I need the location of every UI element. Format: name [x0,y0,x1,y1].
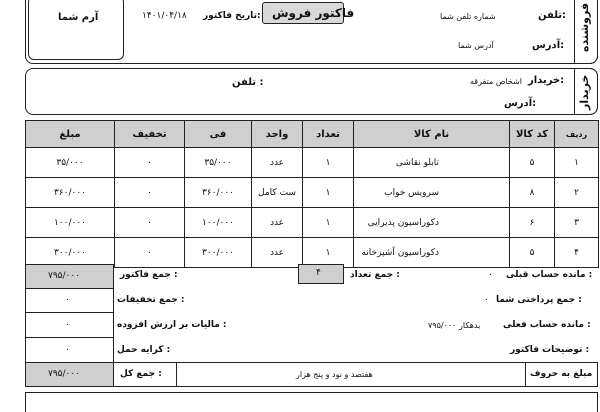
current-balance-label: مانده حساب فعلی : [503,320,591,330]
cell-name: دکوراسیون آشپزخانه [354,238,510,268]
cell-discount: ۰ [115,238,185,268]
cell-amount: ۱۰۰/۰۰۰ [26,208,115,238]
cell-name: سرویس خواب [354,178,510,208]
cell-name: دکوراسیون پذیرایی [354,208,510,238]
cell-unit: ست کامل [252,178,303,208]
cell-price: ۱۰۰/۰۰۰ [185,208,252,238]
col-code: کد کالا [510,121,555,148]
col-name: نام کالا [354,121,510,148]
cell-code: ۵ [510,238,555,268]
col-price: فی [185,121,252,148]
buyer-side-label: خریدار [578,74,591,110]
logo-text: آرم شما [58,12,99,23]
shipping-value: ۰ [65,345,70,355]
cell-name: تابلو نقاشی [354,148,510,178]
paid-label: جمع پرداختی شما : [496,295,582,305]
table-row [26,208,599,238]
seller-phone-label: تلفن: [538,10,567,21]
cell-qty: ۱ [303,208,354,238]
total-qty-value-box [298,264,344,284]
doc-title: فاکتور فروش [272,6,355,20]
table-row [26,238,599,268]
total-qty-label: جمع تعداد : [350,270,400,280]
cell-discount: ۰ [115,178,185,208]
invoice-date-label: تاریخ فاکتور: [203,11,261,21]
table-header-row [26,121,599,148]
discounts-value: ۰ [65,295,70,305]
col-discount: تخفیف [115,121,185,148]
buyer-label: خریدار: [528,75,565,86]
table-row [26,178,599,208]
seller-address-label: آدرس: [532,40,565,51]
total-qty-value: ۴ [316,268,321,278]
vat-value: ۰ [65,320,70,330]
logo-box [28,0,124,60]
words-value: هفتصد و نود و پنج هزار [296,370,373,379]
items-table [25,120,599,268]
cell-code: ۶ [510,208,555,238]
cell-unit: عدد [252,208,303,238]
cell-qty: ۱ [303,178,354,208]
col-amount: مبلغ [26,121,115,148]
discounts-label: جمع تخفیفات : [117,295,185,305]
seller-side-label: فروشنده [578,2,591,52]
cell-price: ۳۵/۰۰۰ [185,148,252,178]
buyer-address-label: آدرس: [504,98,537,109]
cell-row: ۳ [555,208,599,238]
cell-unit: عدد [252,238,303,268]
seller-address-value: آدرس شما [458,41,494,50]
cell-qty: ۱ [303,148,354,178]
cell-amount: ۳۵/۰۰۰ [26,148,115,178]
vat-label: مالیات بر ارزش افزوده : [117,320,227,330]
buyer-value: اشخاص متفرقه [470,77,523,86]
invoice-total-value: ۷۹۵/۰۰۰ [48,271,81,281]
prev-balance-label: مانده حساب قبلی : [506,270,593,280]
grand-total-label: جمع کل : [120,369,162,379]
cell-qty: ۱ [303,238,354,268]
col-row: ردیف [555,121,599,148]
cell-row: ۴ [555,238,599,268]
table-row [26,148,599,178]
cell-discount: ۰ [115,208,185,238]
seller-phone-value: شماره تلفن شما [440,12,496,21]
shipping-label: کرایه حمل : [117,345,171,355]
cell-price: ۳۶۰/۰۰۰ [185,178,252,208]
cell-amount: ۳۰۰/۰۰۰ [26,238,115,268]
col-qty: تعداد [303,121,354,148]
cell-code: ۸ [510,178,555,208]
cell-amount: ۳۶۰/۰۰۰ [26,178,115,208]
paid-value: ۰ [484,295,489,305]
notes-label: توضیحات فاکتور : [510,345,590,355]
cell-row: ۱ [555,148,599,178]
cell-discount: ۰ [115,148,185,178]
invoice-total-label: جمع فاکتور : [120,270,178,280]
cell-unit: عدد [252,148,303,178]
invoice-date-value: ۱۴۰۱/۰۴/۱۸ [142,11,187,21]
cell-code: ۵ [510,148,555,178]
cell-row: ۲ [555,178,599,208]
cell-price: ۳۰۰/۰۰۰ [185,238,252,268]
prev-balance-value: ۰ [488,270,493,280]
col-unit: واحد [252,121,303,148]
footer-box [25,392,598,412]
current-balance-value: ۷۹۵/۰۰۰ بدهکار [428,321,481,330]
buyer-phone-label: تلفن : [232,77,264,88]
grand-total-value: ۷۹۵/۰۰۰ [48,369,81,379]
words-label: مبلغ به حروف [530,369,593,379]
